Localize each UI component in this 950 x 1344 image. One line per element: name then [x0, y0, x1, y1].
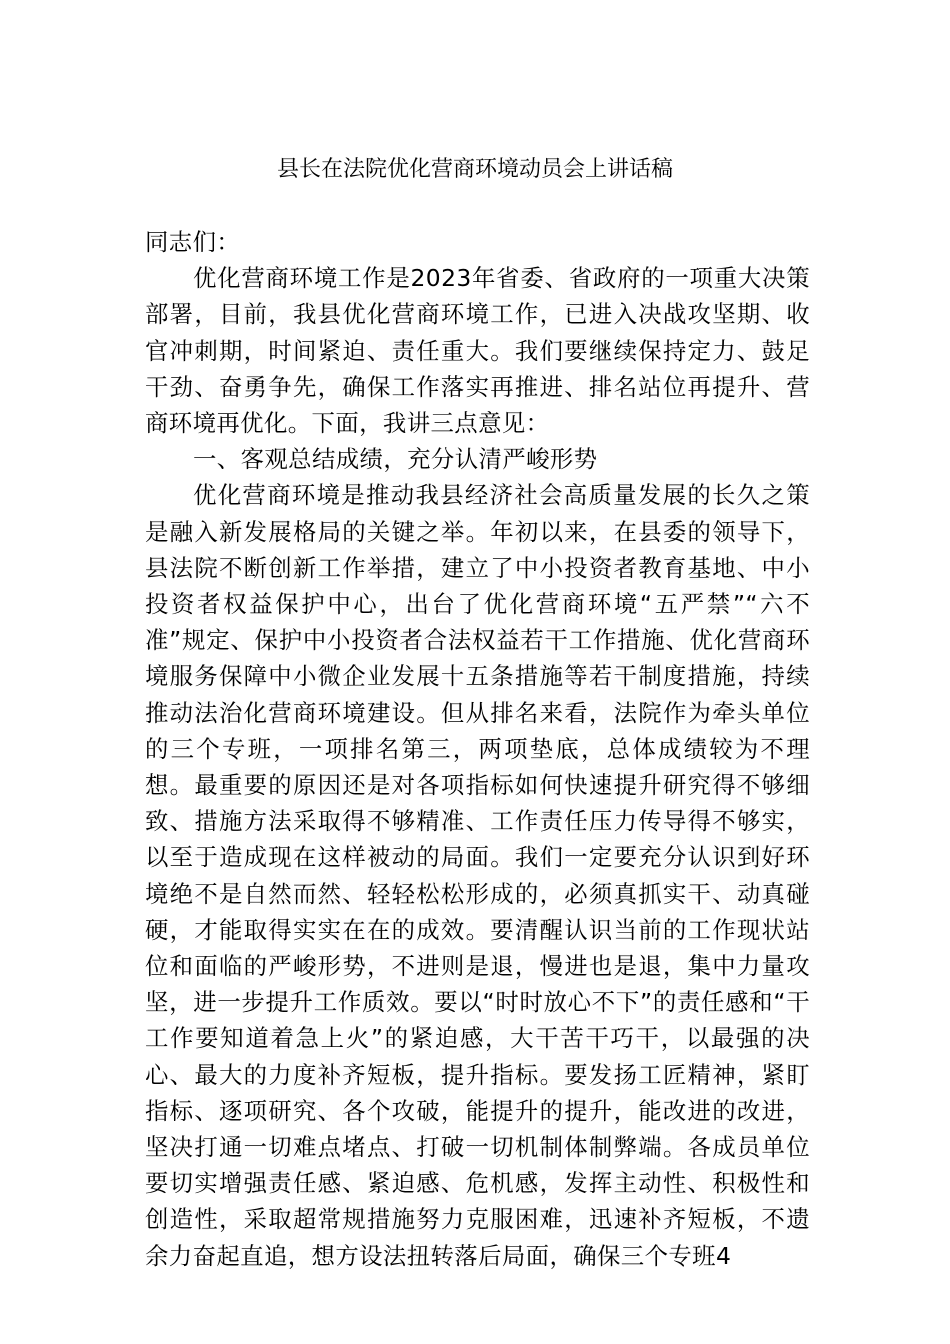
salutation: 同志们：	[145, 228, 241, 256]
paragraph-section-1: 优化营商环境是推动我县经济社会高质量发展的长久之策是融入新发展格局的关键之举。年初以来，在县委的领导下，县法院不断创新工作举措，建立了中小投资者教育基地、中小投资者权益保护中心，出台了优化营商环境“五严禁”“六不准”规定、保护中小投资者合法权益若干工作措施、优化营商环境服务保障中小微企业发展十五条措施等若干制度措施，持续推动法治化营商环境建设。但从排名来看，法院作为牵头单位的三个专班，一项排名第三，两项垫底，总体成绩较为不理想。最重要的原因还是对各项指标如何快速提升研究得不够细致、措施方法采取得不够精准、工作责任压力传导得不够实，以至于造成现在这样被动的局面。我们一定要充分认识到好环境绝不是自然而然、轻轻松松形成的，必须真抓实干、动真碰硬，才能取得实实在在的成效。要清醒认识当前的工作现状站位和面临的严峻形势，不进则是退，慢进也是退，集中力量攻坚，进一步提升工作质效。要以“时时放心不下”的责任感和“干工作要知道着急上火”的紧迫感，大干苦干巧干，以最强的决心、最大的力度补齐短板，提升指标。要发扬工匠精神，紧盯指标、逐项研究、各个攻破，能提升的提升，能改进的改进，坚决打通一切难点堵点、打破一切机制体制弊端。各成员单位要切实增强责任感、紧迫感、危机感，发挥主动性、积极性和创造性，采取超常规措施努力克服困难，迅速补齐短板，不遗余力奋起直追，想方设法扭转落后局面，确保三个专班4	[145, 481, 810, 1270]
section-heading-1: 一、客观总结成绩，充分认清严峻形势	[193, 445, 598, 474]
document-title: 县长在法院优化营商环境动员会上讲话稿	[276, 157, 673, 182]
document-body	[145, 224, 810, 1274]
paragraph-intro: 优化营商环境工作是2023年省委、省政府的一项重大决策部署，目前，我县优化营商环境工作，已进入决战攻坚期、收官冲刺期，时间紧迫、责任重大。我们要继续保持定力、鼓足干劲、奋勇争先，确保工作落实再推进、排名站位再提升、营商环境再优化。下面，我讲三点意见：	[145, 264, 810, 438]
